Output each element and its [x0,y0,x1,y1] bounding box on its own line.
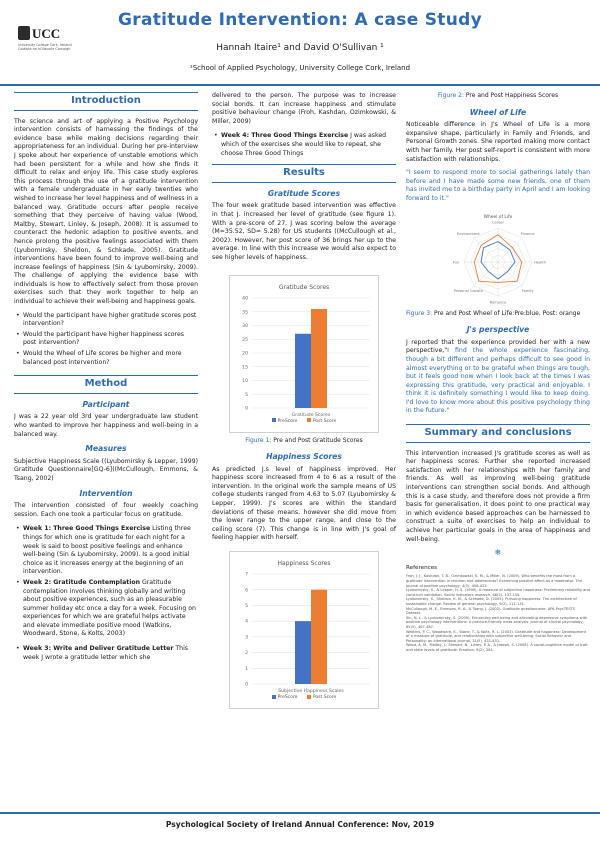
legend-post: Post Score [307,419,336,424]
wheel-of-life-chart [406,210,590,306]
y-tick-label: 0 [245,682,248,688]
wheel-paragraph: Noticeable difference in J's Wheel of Life is a more expansive shape, particularly in Family and Friends, and Personal Growth zones. She reported making more contact with her family. Her post self-report is consistent with more satisfaction with relationships. [406,121,590,163]
legend-swatch-post [307,418,311,422]
wheel-chart-svg [406,210,590,306]
bar-pre [295,621,311,684]
snowflake-icon: ❄ [494,548,502,558]
legend-pre: PreScore [272,695,298,700]
summary-paragraph: This intervention increased J's gratitude scores as well as her happiness scores. Further she reported increased satisfaction with her relationships with her family and friends. As well as improving well-being gratitude interventions can strengthen social bonds. And although this is a case study, and therefore does not provide a firm basis for generalisation, it does point to one practical way in which evidence based approaches can be harnessed to construct a suite of exercises to help an individual to achieve her particular goals in the area of happiness and well-being. [406,449,590,543]
week-1-text: Listing three things for which one is gratitude for each night for a week is said to boost positive feelings and enhance well-being (Sin & Lyubomirsky, 2009). Is a good initial choice as it increases energy at the beginning of an intervention. [23,525,191,576]
y-tick-label: 7 [245,572,248,578]
references-list [406,574,590,652]
header-rule [0,84,600,86]
radar-axis-label: Career [491,220,505,225]
section-heading-method: Method [14,375,198,394]
y-tick-label: 40 [242,296,248,302]
radar-axis-label: Environment [456,231,480,236]
radar-axis-label: Romance [489,300,507,305]
research-questions [14,312,198,368]
x-tick-label: Gratitude Scores [291,412,331,418]
legend-swatch-pre [272,418,276,422]
footer: Psychological Society of Ireland Annual Conference: Nov, 2019 [165,820,435,829]
subheading-happiness-scores: Happiness Scores [266,452,342,462]
reference-item: Froh, J. J., Kashdan, T. B., Ozimkowski, K. M., & Miller, N. (2009). Who benefits the most from a gratitude intervention in children and adolescents? Examining positive affect as a moderator. The journal of positive psychology, 4(5), 408-422. [406,574,583,588]
wheel-quote: "I seem to respond more to social gatherings lately than before and I have made some new friends, one of them has invited me to a birthday party in April and I am looking forward to it." [406,169,590,202]
radar-axis-label: Fun [452,260,460,265]
y-tick-label: 20 [242,351,248,357]
subheading-perspective: J's perspective [466,325,530,335]
radar-axis-label: Finance [520,231,535,236]
bar-post [311,590,327,684]
legend-pre: PreScore [272,419,298,424]
figure-3-caption: Figure 3: Pre and Post Wheel of Life:Pre:blue, Post: orange [406,309,581,317]
chart-legend [230,694,378,703]
gratitude-paragraph: The four week gratitude based intervention was effective in that J. increased her level of gratitude (see figure 1). With a pre-score of 27, J was scoring below the average (M=35.52, SD= 5.28) for US students ((McCullough et al., 2002). However, her post score of 36 brings her up to the average. In line with this increase we would also expect to see higher levels of happiness. [212,202,396,261]
subheading-participant: Participant [82,399,130,409]
legend-swatch-post [307,695,311,699]
happiness-chart-svg [230,552,378,708]
week-1-item [14,525,198,577]
list-item: • Would the Wheel of Life scores be higher and more balanced post intervention? [14,350,198,367]
affiliation: ¹School of Applied Psychology, University College Cork, Ireland [189,64,411,72]
references-title: References [406,564,438,571]
x-tick-label: Subjective Happiness Scales [278,689,344,695]
subheading-intervention: Intervention [79,488,133,498]
y-tick-label: 3 [245,635,248,641]
week-3-continued: delivered to the person. The purpose was to increase social bonds. It can increase happiness and stimulate positive behaviour change (Froh, Kashdan, Ozimkowski, & Miller, 2009) [212,92,396,125]
reference-item: Lyubomirsky, S., & Lepper, H. S. (1999). A measure of subjective happiness: Preliminary reliability and construct validation. Social indicators research, 46(2), 137-155. [406,588,590,597]
chart-title: Wheel of Life [483,214,513,220]
footer-rule [0,812,600,814]
column-2 [212,92,396,709]
week-4-item [212,132,396,158]
list-item: • Would the participant have higher gratitude scores post intervention? [14,312,198,329]
y-tick-label: 6 [245,588,248,594]
y-tick-label: 0 [245,406,248,412]
legend-post: Post Score [307,695,336,700]
y-tick-label: 5 [245,392,248,398]
y-tick-label: 30 [242,323,248,329]
authors: Hannah Itaire¹ and David O'Sullivan ¹ [216,43,384,53]
week-2-text: Gratitude contemplation involves thinking globally and writing about positive experiences, such as an pleasurable summer holiday etc once a day for a week. Focusing on experiences for which we are grateful helps activate and elevate immediate positive mood (Watkins, Woodward, Stone, & Kolts, 2003) [23,578,196,638]
reference-item: Sin, N. L., & Lyubomirsky, S. (2009). Enhancing well-being and alleviating depressive symptoms with positive psychology interventions: A practice-friendly meta-analysis. Journal of clinical psychology, 65(5), 467-487. [406,615,588,629]
column-1 [14,92,198,666]
list-item: • Would the participant have higher happiness scores post intervention? [14,331,198,348]
y-tick-label: 35 [242,309,248,315]
participant-paragraph: J was a 22 year old 3rd year undergraduate law student who wanted to improve her happiness and well-being in a balanced way. [14,413,198,438]
reference-item: Lyubomirsky, S., Sheldon, K. M., & Schkade, D. (2005). Pursuing happiness: The architecture of sustainable change. Review of general psychology, 9(2), 111-131. [406,597,577,606]
section-heading-summary: Summary and conclusions [406,424,590,443]
reference-item: Wood, A. M., Maltby, J., Stewart, N., Linley, P. A., & Joseph, S. (2008). A social-cognitive model of trait and state levels of gratitude. Emotion, 8(2), 281. [406,643,588,652]
bar-post [311,309,327,408]
radar-axis-label: Health [534,260,546,265]
week-2-item [14,579,198,639]
measures-paragraph: Subjective Happiness Scale ((Lyubomirsky & Lepper, 1999) Gratitude Questionnaire[GQ-6]((McCullough, Emmons, & Tsang, 2002) [14,457,198,482]
bar-pre [295,333,311,407]
y-tick-label: 10 [242,378,248,384]
y-tick-label: 5 [245,604,248,610]
week-3-title: Week 3: Write and Deliver Gratitude Letter [23,645,174,653]
gratitude-chart [229,275,379,433]
section-heading-introduction: Introduction [14,92,198,111]
happiness-paragraph: As predicted J.s level of happiness improved. Her happiness score increased from 4 to 6 as a result of the intervention. In the original work the sample means of US college students ranged from 4.63 to 5.07 (Lyubomirsky & Lepper, 1999). J's scores are within the standard deviations of these means, however she did move from the lower range to the upper range, and close to the ceiling score (7). This change is in line with J's goal of feeling happier with herself. [212,465,396,542]
subheading-wheel-of-life: Wheel of Life [469,107,527,117]
radar-axis-label: Family [521,288,534,293]
poster-title: Gratitude Intervention: A case Study [118,10,482,30]
poster-header [0,0,600,82]
intro-paragraph: The science and art of applying a Positive Psychology intervention consists of harnessing the findings of the evidence base while making decisions regarding their appropriateness for an individual. During her pre-interview J spoke about her experience of unstable emotions which had been persistent for a while and how she finds it difficult to relax and enjoy life. This case study explores this process through the use of a gratitude intervention with a female undergraduate in her early twenties who wished to increase her level happiness and of wellness in a balanced way. Gratitude occurs after people receive something that they perceive of having value (Wood, Maltby, Stewart, Linley, & Joseph, 2008). It is assumed to counteract the hedonic adaption to positive events, and hence prolong the positive feelings associated with them (Lyubomirsky, Sheldon, & Schkade, 2005). Gratitude interventions have been found to improve well-being and increase feelings of happiness (Sin & Lyubomirsky, 2009). The challenge of applying the evidence base with individuals is how to effectively select from those proven exercises such that they work together to help an individual to achieve their well-being and happiness goals. [14,117,198,306]
legend-swatch-pre [272,695,276,699]
chart-title: Gratitude Scores [278,283,330,291]
happiness-chart [229,551,379,709]
chart-title: Happiness Scores [277,560,331,568]
y-tick-label: 25 [242,337,248,343]
figure-1-caption: Figure 1: Pre and Post Gratitude Scores [245,436,363,444]
y-tick-label: 2 [245,651,248,657]
y-tick-label: 15 [242,364,248,370]
figure-2-caption: Figure 2: Pre and Post Happiness Scores [437,92,559,99]
section-heading-results: Results [212,164,396,183]
y-tick-label: 1 [245,666,248,672]
radar-axis-label: Personal Growth [453,288,484,293]
reference-item: McCullough, M. E., Emmons, R. A., & Tsang, J. (2002). Gratitude questionnaire. APA PsycTESTS Dataset. [406,606,576,616]
week-3-text: This week J wrote a gratitude letter which she [23,645,189,661]
y-tick-label: 4 [245,619,248,625]
logo-subtext: University College Cork, Ireland Coláiste na hOllscoile Corcaigh [18,43,72,51]
subheading-measures: Measures [85,444,127,454]
subheading-gratitude-scores: Gratitude Scores [267,188,341,198]
week-2-title: Week 2: Gratitude Contemplation [23,578,140,586]
week-4-title: Week 4: Three Good Things Exercise [221,132,349,140]
reference-item: Watkins, P. C., Woodward, K., Stone, T., & Kolts, R. L. (2003). Gratitude and happiness: Development of a measure of gratitude, and relationships with subjective well-being. Social Behavior and Personality: an international journal, 31(5), 431-451. [406,629,587,643]
logo-text: UCC [32,26,61,41]
week-list [14,525,198,662]
intervention-paragraph: The intervention consisted of four weekly coaching session. Each one took a particular focus on gratitude. [14,502,198,518]
week-1-title: Week 1: Three Good Things Exercise [23,525,151,533]
week-3-item [14,645,198,662]
chart-legend [230,418,378,427]
gratitude-chart-svg [230,276,378,432]
week-4-list [212,132,396,158]
column-3 [406,92,590,652]
week-4-text: J was asked which of the exercises she would like to repeat, she choose Three Good Things [221,132,387,157]
perspective-paragraph: J reported that the experience provided her with a new perspective,"I find the whole experience fascinating, though a bit different and perhaps difficult to see good in almost everything or to be grateful when things are tough, but it feels good now when I look back at the times I was expressing this gratitude, very practical and enjoyable. I think it is definitely something I would like to keep doing. I'd love to know more about this positive psychology thing in the future." [406,338,590,415]
